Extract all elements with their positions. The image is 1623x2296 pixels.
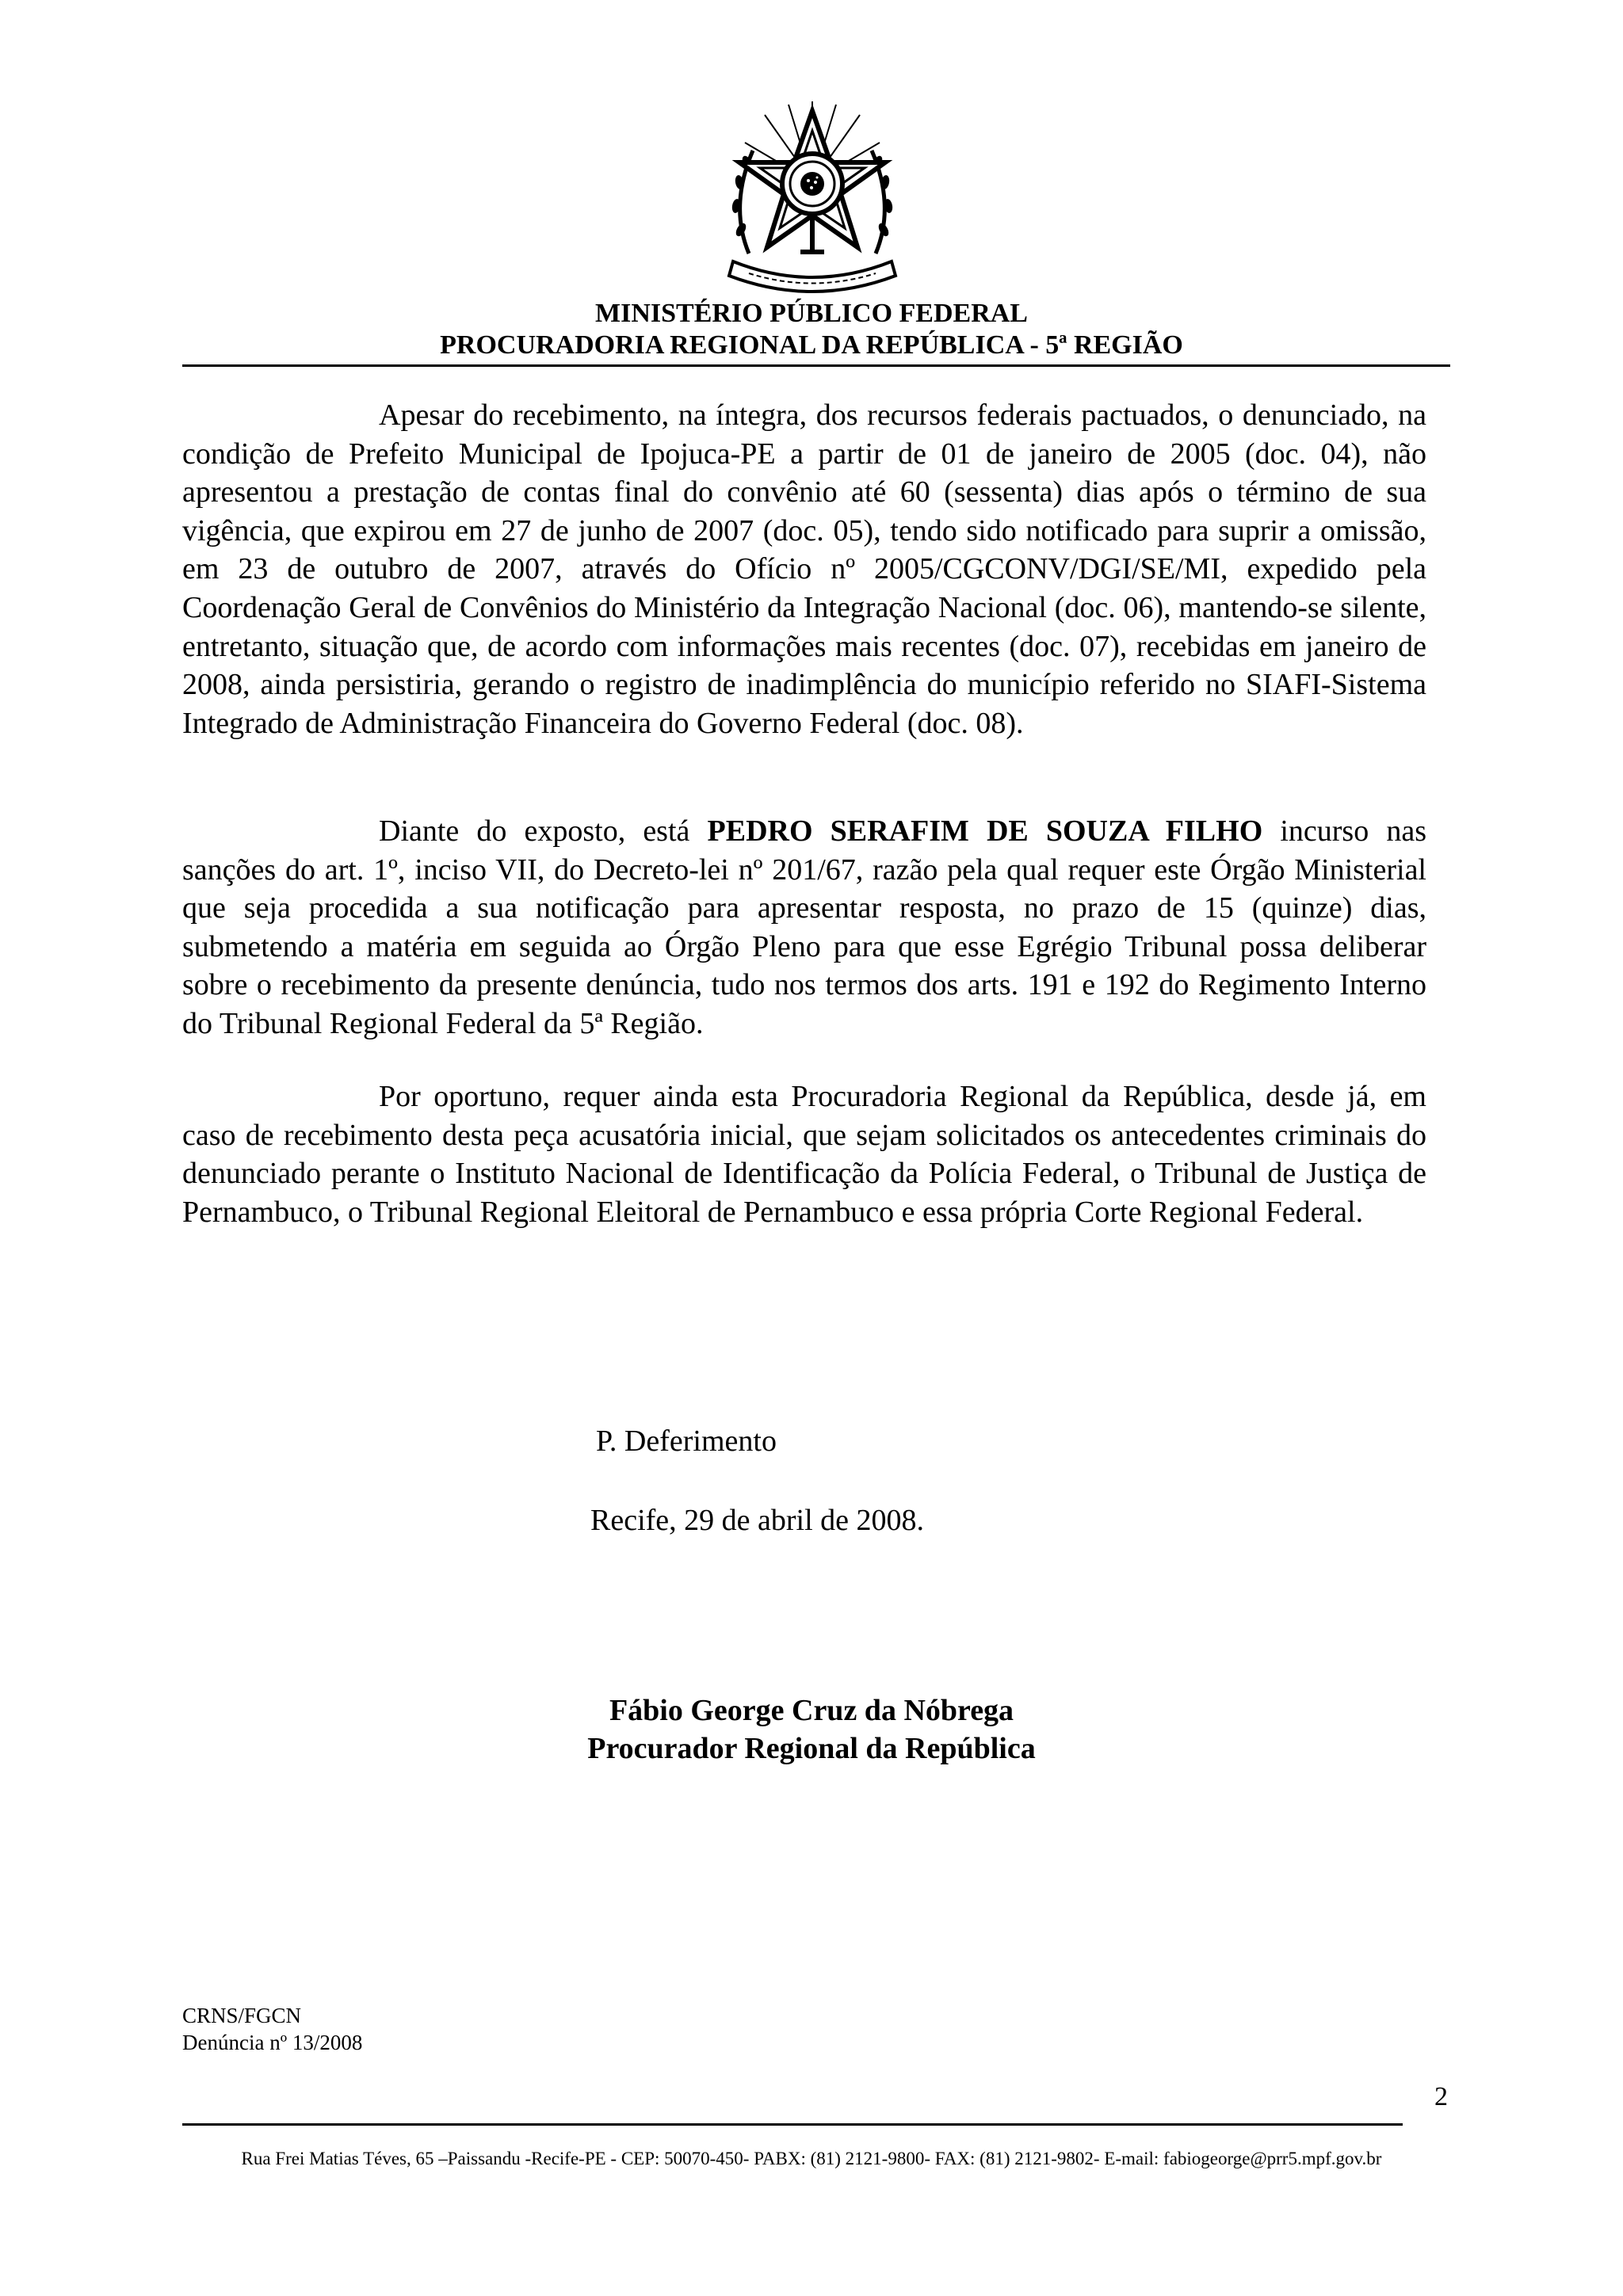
paragraph-2 (182, 812, 1426, 1043)
paragraph-2-text (182, 812, 1426, 1043)
paragraph-3-text: Por oportuno, requer ainda esta Procuradoria Regional da República, desde já, em caso de recebimento desta peça acusatória inicial, que sejam solicitados os antecedentes criminais do denunciado perante o Instituto Nacional de Identificação da Polícia Federal, o Tribunal de Justiça de Pernambuco, o Tribunal Regional Eleitoral de Pernambuco e essa própria Corte Regional Federal. (182, 1080, 1426, 1229)
footer-address: Rua Frei Matias Téves, 65 –Paissandu -Recife-PE - CEP: 50070-450- PABX: (81) 2121-9800- FAX: (81) 2121-9802- E-mail: fabiogeorge@prr5.mpf.gov.br (241, 2149, 1382, 2168)
header-divider (182, 364, 1450, 367)
paragraph-1-text: Apesar do recebimento, na íntegra, dos recursos federais pactuados, o denunciado, na condição de Prefeito Municipal de Ipojuca-PE a partir de 01 de janeiro de 2005 (doc. 04), não apresentou a prestação de contas final do convênio até 60 (sessenta) dias após o término de sua vigência, que expirou em 27 de junho de 2007 (doc. 05), tendo sido notificado para suprir a omissão, em 23 de outubro de 2007, através do Ofício nº 2005/CGCONV/DGI/SE/MI, expedido pela Coordenação Geral de Convênios do Ministério da Integração Nacional (doc. 06), mantendo-se silente, entretanto, situação que, de acordo com informações mais recentes (doc. 07), recebidas em janeiro de 2008, ainda persistiria, gerando o registro de inadimplência do município referido no SIAFI-Sistema Integrado de Administração Financeira do Governo Federal (doc. 08). (182, 399, 1426, 740)
institution-subtitle: PROCURADORIA REGIONAL DA REPÚBLICA - 5ª REGIÃO (440, 330, 1183, 360)
paragraph-1 (182, 396, 1426, 742)
paragraph-3 (182, 1077, 1426, 1231)
reference-document: Denúncia nº 13/2008 (182, 2031, 363, 2054)
reference-initials: CRNS/FGCN (182, 2004, 302, 2027)
paragraph-2-pre: Diante do exposto, está (379, 814, 708, 848)
paragraph-2-post: incurso nas sanções do art. 1º, inciso VII, do Decreto-lei nº 201/67, razão pela qual requer este Órgão Ministerial que seja procedida a sua notificação para apresentar resposta, no prazo de 15 (quinze) dias, submetendo a matéria em seguida ao Órgão Pleno para que esse Egrégio Tribunal possa deliberar sobre o recebimento da presente denúncia, tudo nos termos dos arts. 191 e 192 do Regimento Interno do Tribunal Regional Federal da 5ª Região. (182, 814, 1426, 1040)
closing-place-date: Recife, 29 de abril de 2008. (590, 1504, 925, 1537)
institution-name: MINISTÉRIO PÚBLICO FEDERAL (595, 299, 1028, 328)
brazil-coat-of-arms-icon (717, 95, 907, 301)
defendant-name: PEDRO SERAFIM DE SOUZA FILHO (707, 814, 1263, 848)
signer-title: Procurador Regional da República (587, 1732, 1036, 1765)
closing-deferimento: P. Deferimento (596, 1425, 777, 1458)
page-number: 2 (1434, 2082, 1448, 2111)
signer-name: Fábio George Cruz da Nóbrega (609, 1694, 1014, 1727)
footer-divider (182, 2123, 1403, 2126)
